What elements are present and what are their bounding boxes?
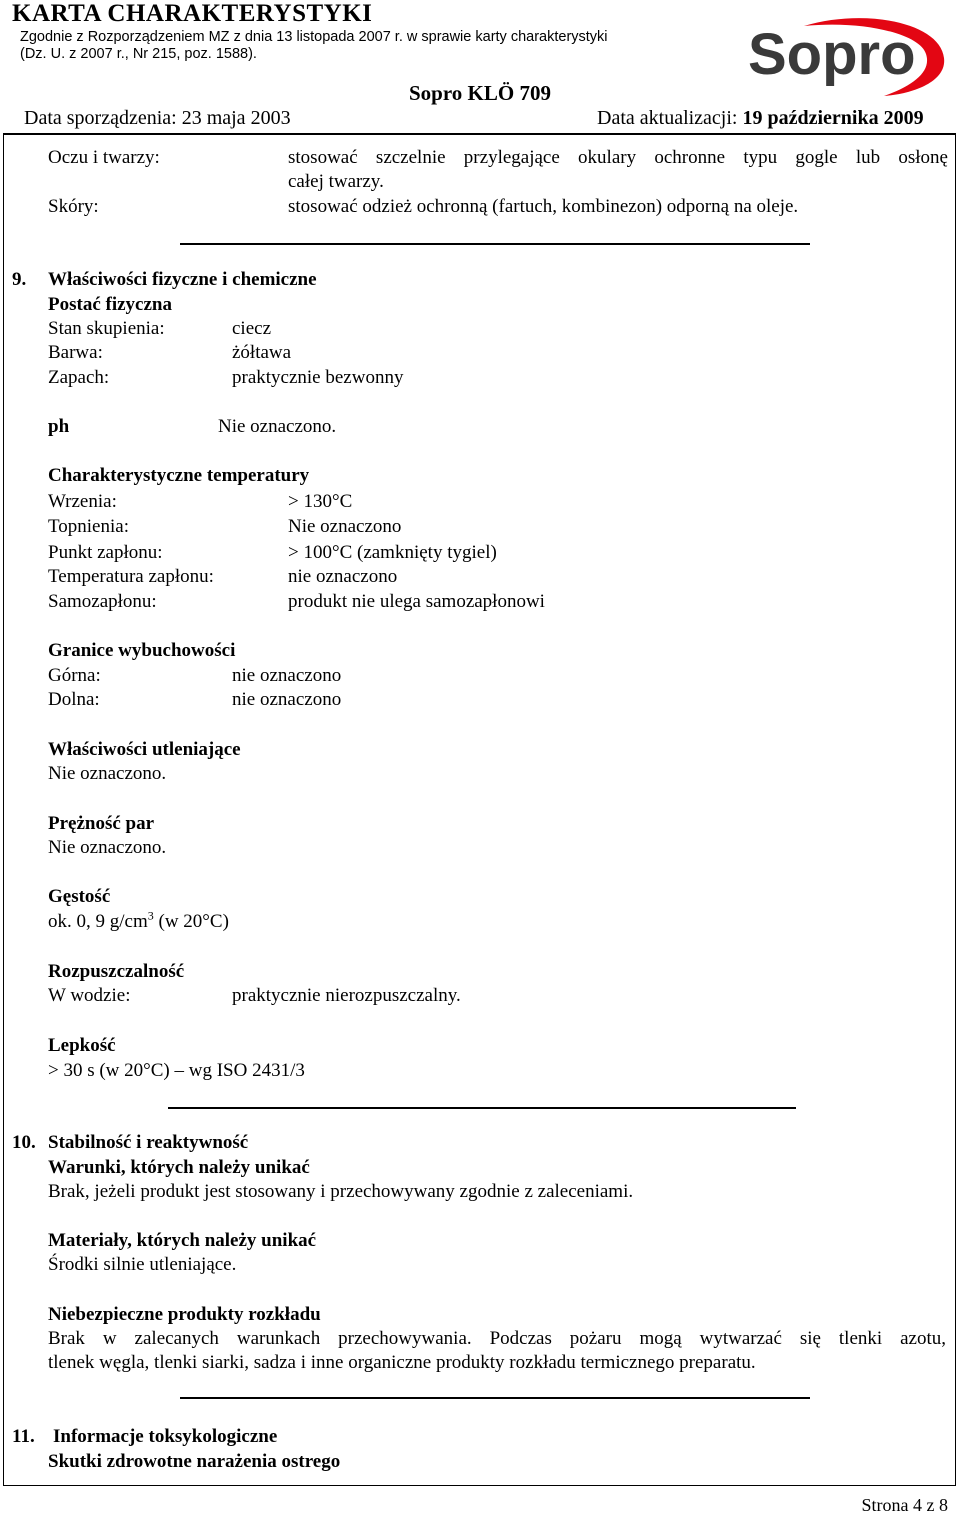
autoignition-label: Samozapłonu:: [48, 591, 157, 612]
eyes-value-line-2: całej twarzy.: [288, 171, 384, 192]
viscosity-value: > 30 s (w 20°C) – wg ISO 2431/3: [48, 1060, 305, 1081]
water-solubility-value: praktycznie nierozpuszczalny.: [232, 985, 461, 1006]
flash-point-value: > 100°C (zamknięty tygiel): [288, 542, 497, 563]
decomposition-line-2: tlenek węgla, tlenki siarki, sadza i inne organiczne produkty rozkładu termicznego preparatu.: [48, 1352, 756, 1373]
avoid-conditions-value: Brak, jeżeli produkt jest stosowany i przechowywany zgodnie z zaleceniami.: [48, 1181, 634, 1202]
density-tail: (w 20°C): [153, 911, 229, 932]
update-date-value: 19 października 2009: [742, 107, 924, 129]
solubility-heading: Rozpuszczalność: [48, 961, 185, 982]
state-label: Stan skupienia:: [48, 318, 165, 339]
separator-line: [168, 1107, 796, 1109]
density-value: [48, 910, 229, 934]
color-label: Barwa:: [48, 342, 103, 363]
separator-line: [180, 243, 810, 245]
update-date: [597, 107, 924, 130]
separator-line: [180, 1397, 810, 1399]
section-11-title: Informacje toksykologiczne: [53, 1426, 278, 1447]
temperatures-heading: Charakterystyczne temperatury: [48, 465, 310, 486]
decomposition-heading: Niebezpieczne produkty rozkładu: [48, 1304, 321, 1325]
melting-value: Nie oznaczono: [288, 516, 402, 537]
skin-label: Skóry:: [48, 196, 99, 217]
vapour-pressure-heading: Prężność par: [48, 813, 155, 834]
update-date-label: Data aktualizacji:: [597, 107, 738, 129]
skin-value: stosować odzież ochronną (fartuch, kombinezon) odporną na oleje.: [288, 196, 799, 217]
upper-limit-value: nie oznaczono: [232, 665, 342, 686]
vapour-pressure-value: Nie oznaczono.: [48, 837, 167, 858]
product-name: Sopro KLÖ 709: [409, 81, 551, 105]
section-10-number: 10.: [12, 1132, 36, 1153]
logo-text: Sopro: [748, 22, 916, 87]
water-solubility-label: W wodzie:: [48, 985, 131, 1006]
odor-value: praktycznie bezwonny: [232, 367, 404, 388]
avoid-conditions-heading: Warunki, których należy unikać: [48, 1157, 310, 1178]
avoid-materials-value: Środki silnie utleniające.: [48, 1254, 237, 1275]
oxidizing-heading: Właściwości utleniające: [48, 739, 241, 760]
section-10-title: Stabilność i reaktywność: [48, 1132, 249, 1153]
ph-label: ph: [48, 416, 70, 437]
regulation-line-1: Zgodnie z Rozporządzeniem MZ z dnia 13 listopada 2007 r. w sprawie karty charakterystyki: [20, 29, 608, 45]
document-title: KARTA CHARAKTERYSTYKI: [12, 0, 373, 27]
density-superscript: 3: [147, 908, 154, 923]
state-value: ciecz: [232, 318, 272, 339]
viscosity-heading: Lepkość: [48, 1035, 116, 1056]
odor-label: Zapach:: [48, 367, 110, 388]
acute-effects-heading: Skutki zdrowotne narażenia ostrego: [48, 1451, 341, 1472]
density-heading: Gęstość: [48, 886, 111, 907]
flash-point-label: Punkt zapłonu:: [48, 542, 163, 563]
section-9-title: Właściwości fizyczne i chemiczne: [48, 269, 317, 290]
autoignition-value: produkt nie ulega samozapłonowi: [288, 591, 545, 612]
density-main: ok. 0, 9 g/cm: [48, 911, 148, 932]
ignition-temp-value: nie oznaczono: [288, 566, 398, 587]
color-value: żółtawa: [232, 342, 292, 363]
avoid-materials-heading: Materiały, których należy unikać: [48, 1230, 317, 1251]
oxidizing-value: Nie oznaczono.: [48, 763, 167, 784]
physical-form-heading: Postać fizyczna: [48, 294, 172, 315]
lower-limit-label: Dolna:: [48, 689, 100, 710]
section-11-number: 11.: [12, 1426, 35, 1447]
creation-date: Data sporządzenia: 23 maja 2003: [24, 107, 291, 129]
regulation-line-2: (Dz. U. z 2007 r., Nr 215, poz. 1588).: [20, 46, 257, 62]
boiling-value: > 130°C: [288, 491, 353, 512]
section-9-number: 9.: [12, 269, 27, 290]
page-number: Strona 4 z 8: [861, 1495, 948, 1515]
decomposition-line-1: Brak w zalecanych warunkach przechowywania. Podczas pożaru mogą wytwarzać się tlenki azotu,: [48, 1328, 946, 1349]
eyes-value-line-1: stosować szczelnie przylegające okulary ochronne typu gogle lub osłonę: [288, 147, 948, 168]
ignition-temp-label: Temperatura zapłonu:: [48, 566, 214, 587]
boiling-label: Wrzenia:: [48, 491, 117, 512]
eyes-label: Oczu i twarzy:: [48, 147, 160, 168]
melting-label: Topnienia:: [48, 516, 129, 537]
ph-value: Nie oznaczono.: [218, 416, 337, 437]
upper-limit-label: Górna:: [48, 665, 101, 686]
lower-limit-value: nie oznaczono: [232, 689, 342, 710]
explosive-heading: Granice wybuchowości: [48, 640, 236, 661]
